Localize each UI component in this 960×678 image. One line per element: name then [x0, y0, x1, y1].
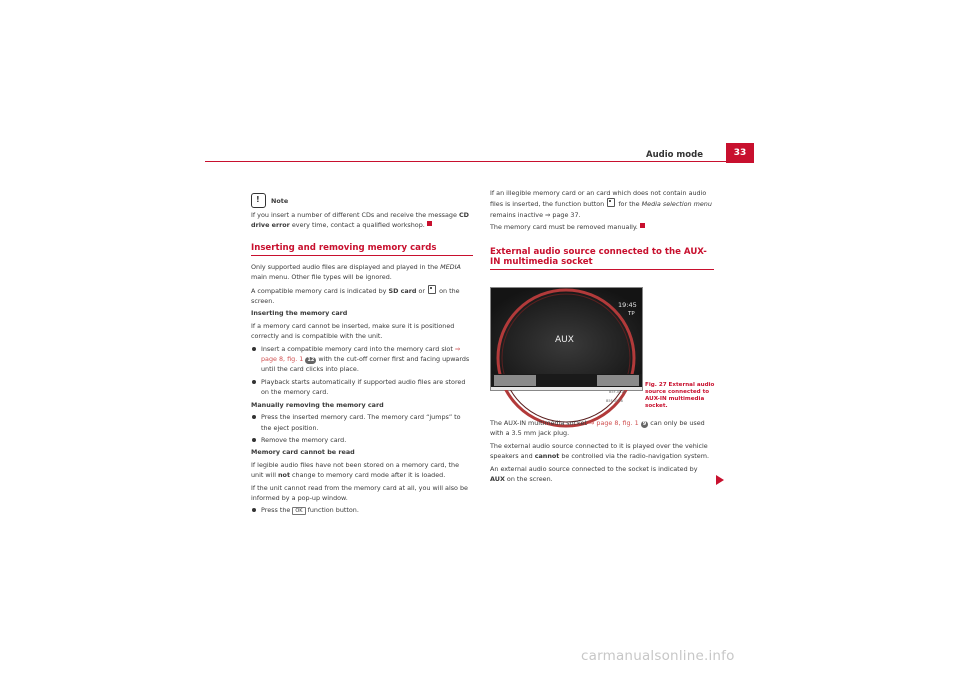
subheading-cannot-read: Memory card cannot be read: [251, 448, 355, 457]
figure-caption: Fig. 27 External audio source connected to AUX-IN multimedia socket.: [645, 382, 715, 409]
section-title-aux: External audio source connected to the AUX-IN multimedia socket: [490, 246, 707, 267]
paragraph: The AUX-IN multimedia socket ⇒ page 8, fig. 1 9 can only be used with a 3.5 mm jack plug.: [490, 419, 705, 438]
paragraph: If a memory card cannot be inserted, make sure it is positioned correctly and is compatible with the unit.: [251, 321, 455, 341]
page-reference-link: ⇒ page 8, fig. 1: [589, 419, 639, 427]
paragraph: An external audio source connected to the socket is indicated by AUX on the screen.: [490, 464, 698, 484]
header-rule: [205, 161, 726, 162]
ok-button-icon: OK: [292, 507, 305, 515]
bullet-item: Press the OK function button.: [251, 505, 473, 515]
callout-badge: 9: [642, 421, 647, 427]
right-column-top: [490, 188, 714, 276]
section-rule: [490, 269, 714, 270]
bullet-item: Remove the memory card.: [251, 435, 473, 445]
screen-time: 19:45: [618, 301, 637, 309]
bullet-item: Insert a compatible memory card into the memory card slot ⇒ page 8, fig. 1 12 with the cut-off corner first and facing upwards until the card clicks into place.: [251, 344, 473, 375]
end-marker-icon: [427, 221, 432, 226]
paragraph: If an illegible memory card or an card which does not contain audio files is inserted, the function button for the Media selection menu remains inactive ⇒ page 37.: [490, 189, 712, 219]
subheading-insert: Inserting the memory card: [251, 309, 348, 318]
footer-watermark: carmanualsonline.info: [581, 648, 735, 664]
note-label: Note: [271, 196, 289, 205]
note-icon: !: [251, 193, 266, 208]
left-column: [251, 193, 473, 518]
section-title-memory-cards: Inserting and removing memory cards: [251, 242, 437, 253]
sd-card-icon: [428, 285, 436, 294]
bullet-item: Playback starts automatically if supported audio files are stored on the memory card.: [251, 377, 473, 398]
aux-screen-figure: [490, 287, 643, 394]
paragraph: The external audio source connected to it is played over the vehicle speakers and cannot be controlled via the radio-navigation system.: [490, 441, 709, 461]
page-reference-link: ⇒ page 8, fig. 1: [261, 344, 461, 364]
media-selection-icon: [607, 198, 615, 207]
section-rule: [251, 255, 473, 256]
paragraph: A compatible memory card is indicated by SD card or on the screen.: [251, 286, 460, 306]
end-marker-icon: [640, 223, 645, 228]
page-number: 33: [726, 143, 754, 163]
paragraph: If the unit cannot read from the memory card at all, you will also be informed by a pop-up window.: [251, 483, 468, 502]
bullet-item: Press the inserted memory card. The memory card “jumps” to the eject position.: [251, 412, 473, 433]
figure-code-label: B5F-0528: [606, 399, 623, 403]
callout-badge: 12: [307, 357, 315, 364]
next-page-arrow-icon: [716, 475, 724, 485]
screen-tp: TP: [628, 311, 635, 317]
paragraph: The memory card must be removed manually.: [490, 222, 714, 232]
page-header-title: Audio mode: [646, 150, 703, 160]
subheading-remove: Manually removing the memory card: [251, 400, 384, 409]
paragraph: If legible audio files have not been stored on a memory card, the unit will not change to memory card mode after it is loaded.: [251, 460, 460, 480]
note-text: If you insert a number of different CDs and receive the message CD drive error every time, contact a qualified workshop.: [251, 211, 469, 230]
screen-aux-label: AUX: [555, 335, 574, 345]
paragraph: Only supported audio files are displayed and played in the MEDIA main menu. Other file types will be ignored.: [251, 262, 461, 282]
right-column-bottom: [490, 418, 714, 486]
note-heading: [251, 193, 473, 208]
figure-code: B5F-0528: [609, 390, 626, 394]
